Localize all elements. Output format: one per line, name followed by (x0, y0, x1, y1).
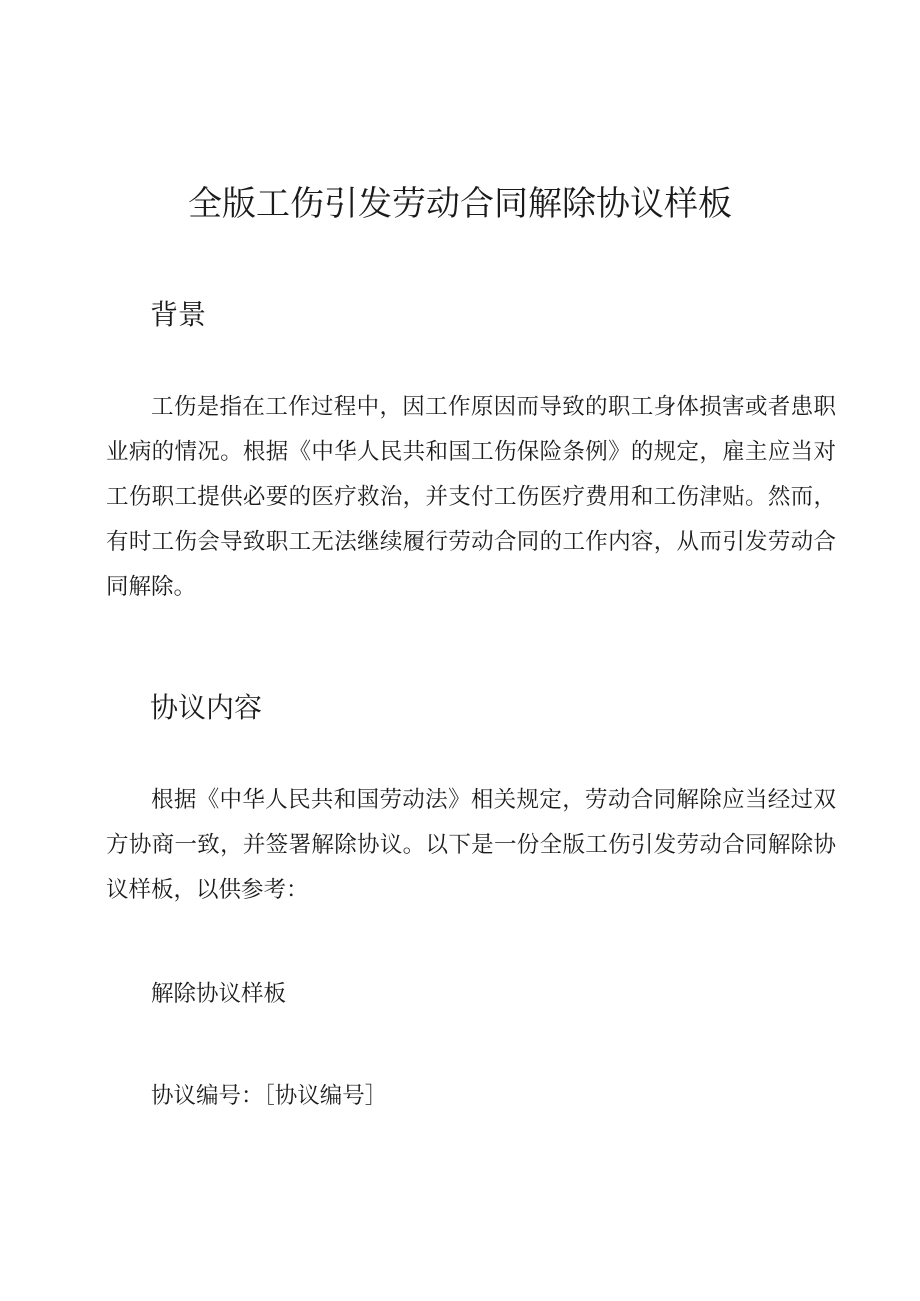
agreement-content-paragraph: 根据《中华人民共和国劳动法》相关规定，劳动合同解除应当经过双方协商一致，并签署解除协议。以下是一份全版工伤引发劳动合同解除协议样板，以供参考： (106, 787, 836, 903)
template-label: 解除协议样板 (151, 981, 287, 1007)
agreement-number-line: 协议编号：［协议编号］ (151, 1083, 388, 1109)
document-title: 全版工伤引发劳动合同解除协议样板 (188, 184, 732, 224)
background-paragraph: 工伤是指在工作过程中，因工作原因而导致的职工身体损害或者患职业病的情况。根据《中华人民共和国工伤保险条例》的规定，雇主应当对工伤职工提供必要的医疗救治，并支付工伤医疗费用和工伤津贴。然而，有时工伤会导致职工无法继续履行劳动合同的工作内容，从而引发劳动合同解除。 (106, 394, 836, 600)
section-heading-agreement-content: 协议内容 (150, 691, 263, 724)
section-heading-background: 背景 (150, 298, 207, 331)
